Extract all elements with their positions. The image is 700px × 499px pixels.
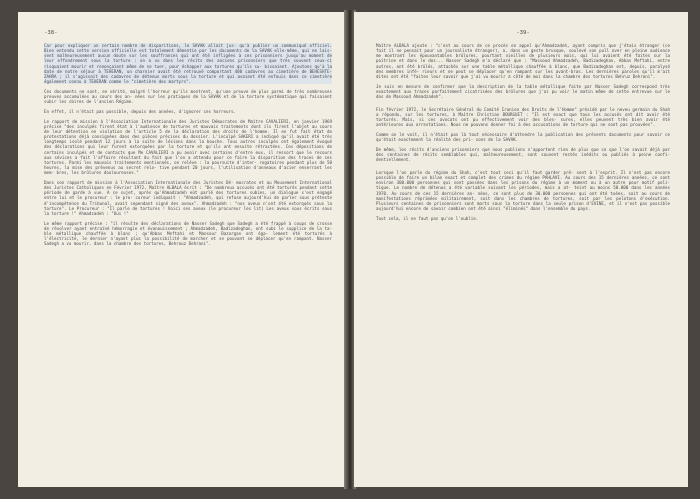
- left-page: [18, 12, 346, 487]
- paragraph: Le rapport de mission à l'Association Internationale des Juristes Démocrates de Maître CAVALIERI, en janvier 1969 précise "des inculpés firent état à l'audience de tortures et mauvais traitements dont ils firent l'objet au cours de leur détention en violation de l'article 5 de la déclaration des droits de l'homme. Il en fut fait état de protestations déjà consignées dans des pièces précises du dossier. L'inculpé SAKERI a indiqué qu'il avait été très longtemps isolé pendant 12 jours à la suite de lésions dans la bouche. Tous autres inculpés ont également évoqué des déclarations qui leur furent extorquées par la torture et qu'ils ont ensuite rétractées. Ces dépositions de certains inculpés et de contacts que Me CAVALIERI a pu avoir avec certains d'entre eux, il ressort que le recours aux sévices a fait l'affaire résultant du fait que l'on a attendu pour ce faire la disparition des traces de ces tortures. Parmi les mauvais traitements mentionnés, on relève : la poursuite d'inter- rogatoires pendant plus de 50 heures, la mise des prévenus au secret rela- tive pendant 20 jours, l'utilisation d'anneaux d'acier enserrant les mem- bres, les brûlures douloureuses.": [44, 118, 332, 176]
- paragraph: De même, les récits d'anciens prisonniers que nous publions n'apportent rien de plus que ce que l'on savait déjà par des centaines de récits semblables qui, malheureusement, sont souvent restés inédits ou publiés à peine confi- dentiellement.: [376, 146, 670, 163]
- paragraph: En effet, il n'était pas possible, depuis des années, d'ignorer ces horreurs.: [44, 108, 236, 114]
- page-number: -38-: [44, 30, 58, 36]
- page-number: -39-: [516, 30, 530, 36]
- paragraph: Je suis en mesure de confirmer que la description de la table métallique faite par Nasser Sadegh correspond très exactement aux traces parfaitement cicatrisées des brûlures que j'ai pu voir le matin même de cette entrevue sur le dos de Massoud Ahmadzadeh".: [376, 83, 670, 99]
- paragraph: Fin février 1972, le Secrétaire Général du Comité Iranien des Droits de l'Homme" présidé par le neveu germain du Shah a répondu, sur les tortures, à Maître Christian BOURGUET : "Il est exact que tous les accusés ont dit avoir été torturés. Mais, si ces avocats ont pu effectivement voir des bles- sures, elles peuvent très bien avoir été antérieures aux arrestations. Nous ne pouvons donner foi à des accusations de torture qui ne sont pas prouvées".: [376, 106, 670, 128]
- paragraph: Tout cela, il ne faut pas qu'on l'oublie.: [376, 215, 479, 221]
- paragraph: Dans son rapport de mission à l'Association Internationale des Juristes Dé- mocrates et au Mouvement International des Juristes Catholiques en Février 1972, Maître ALBALA écrit : "De nombreux accusés ont été torturés pendant cette période de garde à vue. A ce sujet, après qu'Ahmadzadeh eût parlé des tortures subies, un dialogue s'est engagé entre lui et le procureur : le pro- cureur indiquait : "Ahmadzadeh, qui refuse aujourd'hui de parler sous prétexte d'incompétence du Tribunal, avait cependant signé des aveux". Ahmadzadeh : "nos aveux n'ont été extorqués sous la torture". Le Procureur : "Il parle de tortures ! Voici ses aveux (le procureur les lit) Les aveux sous écrits sous la torture !" Ahmadzadeh : "Oui !": [44, 179, 332, 216]
- paragraph: Comme on le voit, il n'était pas là tout nécessaire d'attendre la publication des présents documents pour savoir ce qu'était exactement la réalité des pri- sons de la SAVAK.: [376, 131, 670, 143]
- paragraph: Maître ALBALA ajoute : "c'est au cours de ce procès en appel qu'Ahmadzadeh, ayant compris que j'étais étranger (ce fait il ne pensait pour un journaliste étranger), a, dans un geste brusque, soulevé son pull over en pleine audience me montrant les épouvantables brûlures, pourtant vieilles de plusieurs mois, qui lui avaient été faites sur la poitrine et dans le dos... Nasser Sadegh m'a déclaré que : "Massoud Ahmadzadeh, Badizadeghan, Abbas Meftahi, entre autres, ont été brûlés, attachés sur une table métallique chauffée à blanc, que Badizadeghan est, depuis, paralysé des membres infé- rieurs et ne peut se déplacer qu'en rampant sur les avant-bras. Les dernières paroles qu'il m'ait dites ont été "faites leur savoir que j'ai vu mourir à côté de moi dans la chambre des tortures Behruz Dehrani".: [376, 43, 670, 79]
- paragraph: Lorsque l'on parle du régime du Shah, c'est tout ceci qu'il faut garder pré- sent à l'esprit. Il n'est pas encore possible de faire un bilan exact et complet des crimes du régime PAHLAVI. Au cours des 15 dernières années, ce sont environ 300.000 personnes qui sont passées dans les prisons du régime à un moment ou à un autre pour motif poli- tique. Le nombre de détenus a été variable suivant les périodes, mais a at- teint au moins 50.000 dans les années 1970. Au cours de ces 15 dernières an- nées, ce sont plus de 30.000 personnes qui ont été tuées, soit au cours de manifestations réprimées militairement, soit dans les chambres de tortures, soit par les pelotons d'exécution. Plusieurs centaines de prisonniers sont morts sous la torture dans la seule prison d'EVINE, et il n'est pas possible aujourd'hui encore de savoir combien ont été ainsi "éliminés" dans l'ensemble du pays.: [376, 169, 670, 212]
- paragraph: Le même rapport précise : "il résulte des déclarations de Nasser Sadegh que Sadegh a été frappé à coups de crosse de révolver ayant entraîné hémorragie et évanouissement ; Ahmadzadeh, Badizadeghan, ont subi le supplice de la ta- ble métallique chauffée à blanc ; qu'Abbas Meftahi et Mansour Bazargan ont éga- lement été torturés à l'électricité, le dernier n'ayant plus la possibilité de marcher et se pouvant se déplacer qu'en rampant. Nasser Sadegh a vu mourir, dans la chambre des tortures, Behrouz Dehrani".: [44, 220, 332, 247]
- paragraph: Car pour expliquer un certain nombre de disparitions, le SAVAK allait jus- qu'à publier un communiqué officiel. Bien entendu cette version officielle est totalement démentie par les documents de la SAVAK elle-même, qui ne lais- sent malheureusement aucun doute sur les souffrances qui ont été infligées à ces prisonniers jusqu'au moment de leur effondrement sous la torture : on a vu dans les récits des anciens prisonniers que très souvent ceux-ci risquaient mourir et renonçaient même de se tuer, pour échapper aux tortures qu'ils su- bissaient. Ajoutons qu'à la date de notre séjour à TEHERAN, un charnier avait été retrouvé comportant 400 cadavres au cimetière de BEHESHTE-ZAHRA ; il s'agissait des cadavres de détenus morts sous la torture et qui avaient été enfouis dans ce cimetière également connu à TEHERAN comme le "cimetière des martyrs".: [44, 43, 332, 85]
- paragraph: Ces documents ne sont, en vérité, malgré l'horreur qu'ils montrent, qu'une preuve de plus parmi de très nombreuses preuves accumulées au cours des an- nées sur les pratiques de la SAVAK et de la torture systématique qui faisaient subir les sbires de l'ancien Régime.: [44, 88, 332, 105]
- right-page: [354, 12, 688, 487]
